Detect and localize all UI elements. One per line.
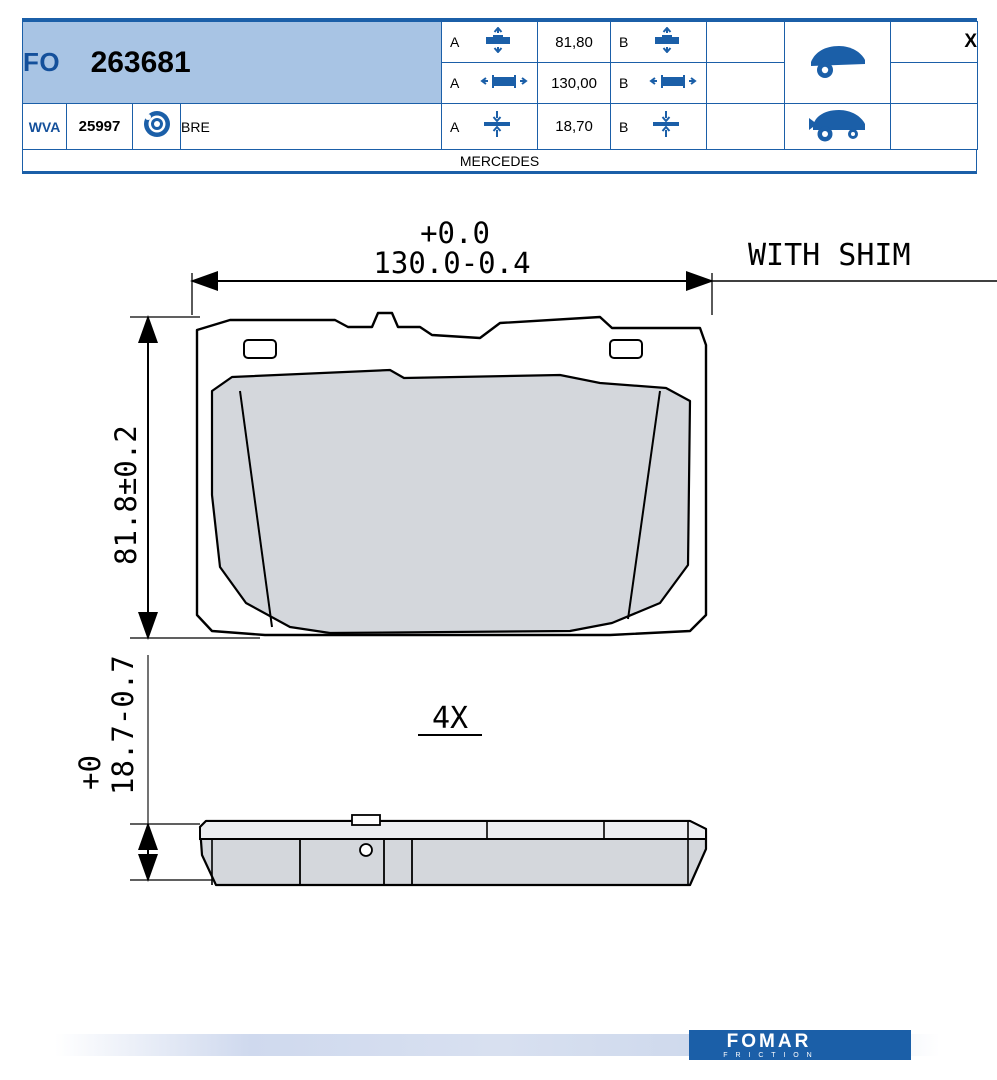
fomar-logo-text: FOMAR <box>726 1031 812 1052</box>
wva-label: WVA <box>23 104 67 150</box>
dimension-b-thickness-empty <box>707 104 785 150</box>
plate-slot-right <box>610 340 642 358</box>
height-label: 81.8±0.2 <box>109 425 143 565</box>
dimension-b-width-empty <box>707 63 785 104</box>
dimension-b-width-cell <box>611 63 707 104</box>
front-axle-car-icon <box>785 22 891 104</box>
dimension-b-letter: B <box>619 75 629 91</box>
friction-material <box>212 370 690 633</box>
dimension-a-height-cell <box>442 22 538 63</box>
bre-text: BRE <box>181 104 442 150</box>
rear-axle-car-icon <box>785 104 891 150</box>
product-code-cell <box>23 22 442 104</box>
pad-width-icon <box>480 70 528 97</box>
product-code-number: 263681 <box>90 45 191 79</box>
brake-disc-icon <box>133 104 181 150</box>
dimension-width-value: 130,00 <box>538 63 611 104</box>
dimension-a-thickness-cell <box>442 104 538 150</box>
side-view-tab <box>352 815 380 825</box>
dimension-b-letter: B <box>619 118 629 135</box>
product-code-prefix: FO <box>23 47 61 77</box>
header-row-3 <box>23 104 978 150</box>
header-sheet <box>22 18 977 174</box>
header-empty-cell-2 <box>891 104 978 150</box>
side-view-backing-plate <box>200 821 706 839</box>
dimension-b-height-cell <box>611 22 707 63</box>
dimension-a-letter: A <box>450 118 460 135</box>
pad-thickness-icon <box>480 109 514 144</box>
fomar-logo-subtext: F R I C T I O N <box>723 1052 815 1059</box>
shim-note-label: WITH SHIM <box>748 238 911 273</box>
width-tolerance-label: +0.0 <box>420 216 490 250</box>
fomar-logo <box>689 1030 849 1060</box>
dimension-b-height-empty <box>707 22 785 63</box>
plate-slot-left <box>244 340 276 358</box>
thickness-label: 18.7-0.7 <box>106 655 140 795</box>
footer <box>0 1026 997 1080</box>
technical-drawing <box>0 195 997 975</box>
header-table <box>22 21 978 150</box>
header-row-1 <box>23 22 978 63</box>
dimension-height-value: 81,80 <box>538 22 611 63</box>
pad-height-icon <box>480 27 516 58</box>
dimension-b-letter: B <box>619 34 629 50</box>
header-empty-cell <box>891 63 978 104</box>
dimension-a-letter: A <box>450 75 460 91</box>
quantity-label: 4X <box>431 701 469 736</box>
dimension-b-thickness-cell <box>611 104 707 150</box>
vehicle-brand: MERCEDES <box>22 150 977 174</box>
dimension-a-width-cell <box>442 63 538 104</box>
wva-number: 25997 <box>67 104 133 150</box>
dimension-a-letter: A <box>450 34 460 50</box>
pad-width-icon <box>649 70 697 97</box>
x-mark: X <box>891 22 978 63</box>
fomar-logo-accent-block <box>845 1030 911 1060</box>
side-view-hole <box>360 844 372 856</box>
brake-pad-drawing-svg <box>0 195 997 975</box>
width-label: 130.0-0.4 <box>373 246 531 280</box>
dimension-thickness-value: 18,70 <box>538 104 611 150</box>
pad-thickness-icon <box>649 109 683 144</box>
thickness-tolerance-label: +0 <box>73 755 107 790</box>
pad-height-icon <box>649 27 685 58</box>
